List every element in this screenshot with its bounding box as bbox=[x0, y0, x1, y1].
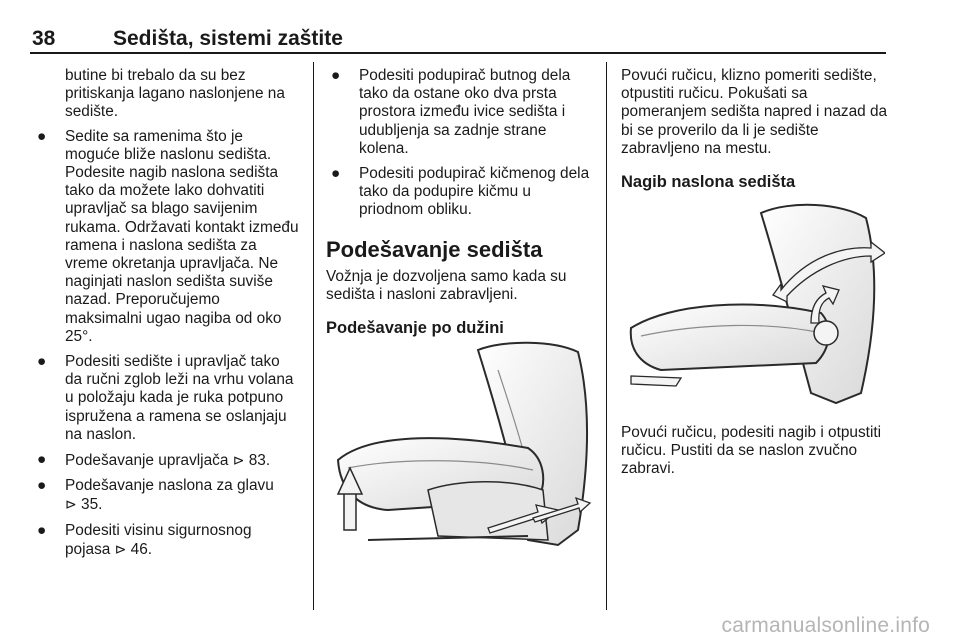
list-item bbox=[326, 165, 590, 220]
section-heading: Podešavanje sedišta bbox=[326, 236, 543, 262]
ref-text: Podešavanje upravljača bbox=[65, 452, 229, 470]
page-title: Sedišta, sistemi zaštite bbox=[113, 27, 343, 50]
header-rule bbox=[30, 52, 886, 54]
ref-text: Podešavanje naslona za glavu bbox=[65, 477, 274, 495]
column-3-lower bbox=[621, 424, 891, 485]
list-item bbox=[32, 128, 300, 346]
ref-text: Podesiti visinu sigurnosnog pojasa bbox=[65, 521, 252, 558]
column-divider bbox=[313, 62, 314, 610]
list-item bbox=[32, 353, 300, 444]
intro-text: butine bi trebalo da su bez pritiskanja lagano naslonjene na sedište. bbox=[65, 67, 285, 121]
bullet-icon: ● bbox=[331, 67, 341, 84]
bullet-icon: ● bbox=[37, 477, 47, 495]
list-item bbox=[326, 67, 590, 158]
ref-arrow-icon: ⊳ bbox=[114, 540, 127, 557]
body-text: Povući ručicu, klizno pomeriti sedište, otpustiti ručicu. Pokušati sa pomeranjem sedišta napred i nazad da bi se proverilo da li je sedište zabravljeno na mestu. bbox=[621, 67, 888, 157]
watermark: carmanualsonline.info bbox=[721, 614, 930, 637]
section-text: Vožnja je dozvoljena samo kada su sedišta i nasloni zabravljeni. bbox=[326, 267, 567, 303]
bullet-icon: ● bbox=[37, 451, 47, 469]
page-ref-link[interactable]: ⊳ 35. bbox=[65, 496, 103, 514]
page-ref-link[interactable]: ⊳ 83. bbox=[232, 452, 271, 470]
list-item-text: Podesiti sedište i upravljač tako da ručni zglob leži na vrhu volana u položaju kada je ruka potpuno ispružena a ramena se oslanjaju na naslon. bbox=[65, 353, 294, 443]
seat-recline-svg bbox=[621, 198, 885, 408]
list-item-text: Podesiti podupirač butnog dela tako da ostane oko dva prsta prostora između ivice sedišta i udubljenja sa zadnje strane kolena. bbox=[359, 67, 571, 157]
column-3 bbox=[621, 67, 891, 202]
list-item-text: Podesiti podupirač kičmenog dela tako da podupire kičmu u priodnom obliku. bbox=[359, 165, 590, 219]
column-1 bbox=[32, 67, 300, 566]
page-ref-link[interactable]: ⊳ 46. bbox=[114, 540, 153, 558]
ref-arrow-icon: ⊳ bbox=[232, 452, 245, 469]
list-item bbox=[32, 477, 300, 514]
body-text: Povući ručicu, podesiti nagib i otpustiti ručicu. Pustiti da se naslon zvučno zabravi. bbox=[621, 424, 882, 478]
column-divider bbox=[606, 62, 607, 610]
page-number: 38 bbox=[32, 27, 56, 50]
seat-length-svg bbox=[328, 340, 592, 554]
subheading-recline: Nagib naslona sedišta bbox=[621, 173, 796, 192]
subheading-length: Podešavanje po dužini bbox=[326, 319, 504, 338]
bullet-icon: ● bbox=[37, 521, 47, 539]
seat-length-illustration bbox=[328, 340, 592, 554]
list-item-text: Sedite sa ramenima što je moguće bliže naslonu sedišta. Podesite nagib naslona sedišta tako da možete lako dohvatiti upravljač sa blago savijenim rukama. Održavati kontakt između ramena i naslona sedišta za vreme okretanja upravljača. Ne naginjati naslon sedišta suviše nazad. Preporučujemo maksimalni ugao nagiba od oko 25°. bbox=[65, 127, 299, 345]
list-item bbox=[32, 522, 300, 559]
list-item bbox=[32, 451, 300, 470]
bullet-icon: ● bbox=[37, 353, 47, 371]
bullet-icon: ● bbox=[37, 127, 47, 145]
column-2 bbox=[326, 67, 590, 348]
ref-arrow-icon: ⊳ bbox=[65, 496, 77, 513]
bullet-icon: ● bbox=[331, 165, 341, 183]
seat-recline-illustration bbox=[621, 198, 885, 408]
